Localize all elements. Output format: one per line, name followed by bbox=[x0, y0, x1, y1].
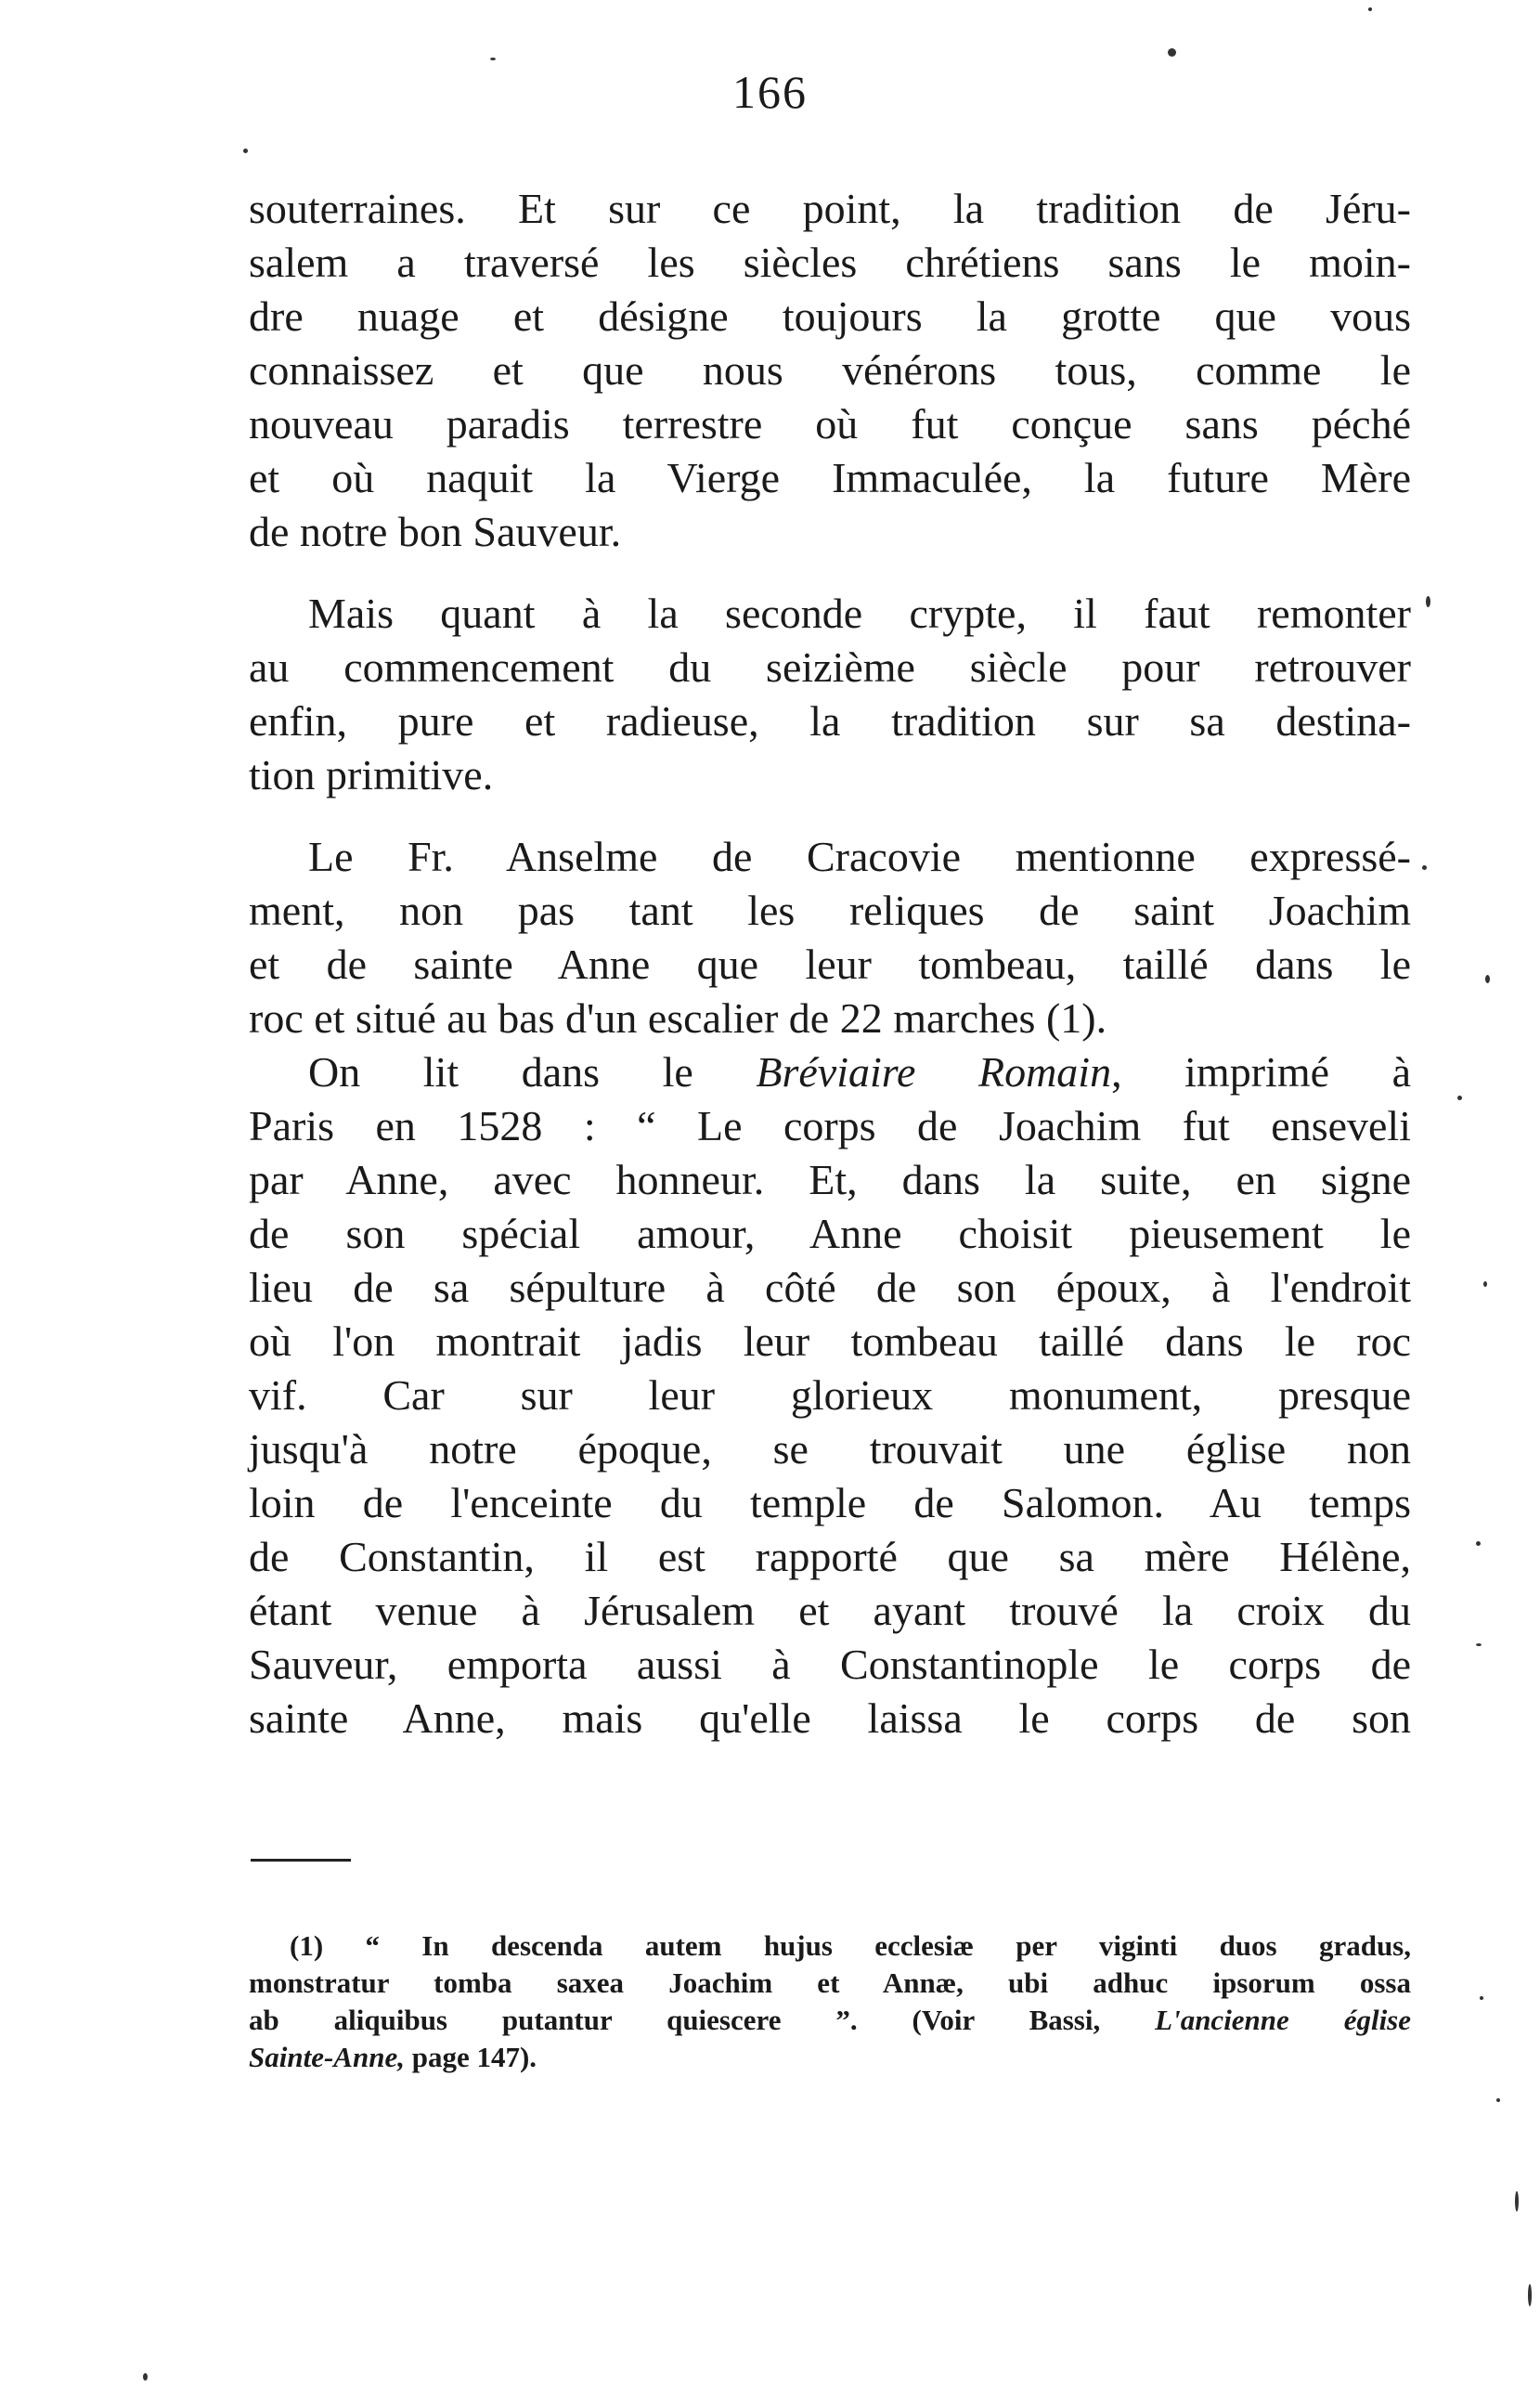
text-fragment: On lit dans le bbox=[308, 1048, 693, 1096]
paragraph-2 bbox=[249, 587, 1411, 802]
page-number: 166 bbox=[732, 66, 808, 118]
text-line: Paris en 1528 : “ Le corps de Joachim fut enseveli bbox=[249, 1102, 1411, 1149]
text-line: connaissez et que nous vénérons tous, comme le bbox=[249, 346, 1411, 394]
scan-speck bbox=[243, 149, 248, 153]
paragraph-4 bbox=[249, 1045, 1411, 1746]
footnote-line bbox=[249, 2002, 1411, 2039]
scan-speck bbox=[1426, 596, 1430, 607]
text-fragment: , imprimé à bbox=[1111, 1048, 1412, 1096]
book-title-italic: Bréviaire Romain bbox=[756, 1048, 1112, 1096]
scan-speck bbox=[1422, 865, 1427, 870]
main-text bbox=[249, 182, 1411, 1746]
text-line: salem a traversé les siècles chrétiens sans le moin- bbox=[249, 239, 1411, 286]
text-line: de son spécial amour, Anne choisit pieusement le bbox=[249, 1210, 1411, 1257]
scan-speck bbox=[1480, 1996, 1483, 2000]
scan-speck bbox=[1496, 2098, 1500, 2102]
text-line: Mais quant à la seconde crypte, il faut remonter bbox=[308, 590, 1411, 637]
text-line: sainte Anne, mais qu'elle laissa le corps de son bbox=[249, 1694, 1411, 1742]
scan-speck bbox=[1476, 1643, 1482, 1646]
scan-speck bbox=[1485, 975, 1490, 983]
text-line: ment, non pas tant les reliques de saint Joachim bbox=[249, 887, 1411, 934]
paragraph-1 bbox=[249, 182, 1411, 559]
text-line: Sauveur, emporta aussi à Constantinople le corps de bbox=[249, 1641, 1411, 1688]
footnote bbox=[249, 1927, 1411, 2076]
footnote-italic: L'ancienne église bbox=[1155, 2004, 1411, 2036]
text-line: lieu de sa sépulture à côté de son époux, à l'endroit bbox=[249, 1264, 1411, 1311]
paragraph-3 bbox=[249, 830, 1411, 1045]
text-line: jusqu'à notre époque, se trouvait une église non bbox=[249, 1425, 1411, 1473]
text-line bbox=[249, 1045, 1411, 1099]
scan-speck bbox=[1483, 1281, 1487, 1287]
footnote-fragment: ab aliquibus putantur quiescere ”. (Voir Bassi, bbox=[249, 2004, 1101, 2036]
text-line: roc et situé au bas d'un escalier de 22 marches (1). bbox=[249, 994, 1107, 1042]
footnote-line: monstratur tomba saxea Joachim et Annæ, ubi adhuc ipsorum ossa bbox=[249, 1966, 1411, 1999]
text-line: nouveau paradis terrestre où fut conçue sans péché bbox=[249, 400, 1411, 448]
text-line: loin de l'enceinte du temple de Salomon. Au temps bbox=[249, 1479, 1411, 1526]
scan-speck bbox=[143, 2373, 148, 2381]
footnote-separator bbox=[251, 1859, 351, 1862]
text-line: de notre bon Sauveur. bbox=[249, 508, 622, 555]
text-line: enfin, pure et radieuse, la tradition sur sa destina- bbox=[249, 697, 1411, 745]
text-line: où l'on montrait jadis leur tombeau taillé dans le roc bbox=[249, 1317, 1411, 1365]
text-line: vif. Car sur leur glorieux monument, presque bbox=[249, 1371, 1411, 1419]
text-line: Le Fr. Anselme de Cracovie mentionne expressé- bbox=[308, 833, 1411, 880]
footnote-italic: Sainte-Anne, bbox=[249, 2041, 405, 2073]
scan-speck bbox=[490, 58, 496, 60]
text-line: et où naquit la Vierge Immaculée, la future Mère bbox=[249, 454, 1411, 501]
footnote-line: (1) “ In descenda autem hujus ecclesiæ per viginti duos gradus, bbox=[290, 1929, 1411, 1962]
text-line: au commencement du seizième siècle pour retrouver bbox=[249, 643, 1411, 691]
text-line: de Constantin, il est rapporté que sa mère Hélène, bbox=[249, 1533, 1411, 1580]
text-line: par Anne, avec honneur. Et, dans la suite, en signe bbox=[249, 1156, 1411, 1203]
scan-speck bbox=[1515, 2191, 1519, 2212]
footnote-fragment: page 147). bbox=[411, 2041, 537, 2073]
text-line: souterraines. Et sur ce point, la tradition de Jéru- bbox=[249, 185, 1411, 232]
scan-speck bbox=[1476, 1541, 1481, 1546]
scan-speck bbox=[1368, 7, 1372, 11]
footnote-line bbox=[249, 2039, 1411, 2076]
text-line: tion primitive. bbox=[249, 751, 494, 798]
scan-speck bbox=[1528, 2284, 1532, 2306]
text-line: dre nuage et désigne toujours la grotte que vous bbox=[249, 292, 1411, 340]
scan-speck bbox=[1457, 1096, 1462, 1100]
text-line: et de sainte Anne que leur tombeau, taillé dans le bbox=[249, 941, 1411, 988]
text-line: étant venue à Jérusalem et ayant trouvé la croix du bbox=[249, 1587, 1411, 1634]
scan-speck bbox=[1168, 48, 1176, 57]
